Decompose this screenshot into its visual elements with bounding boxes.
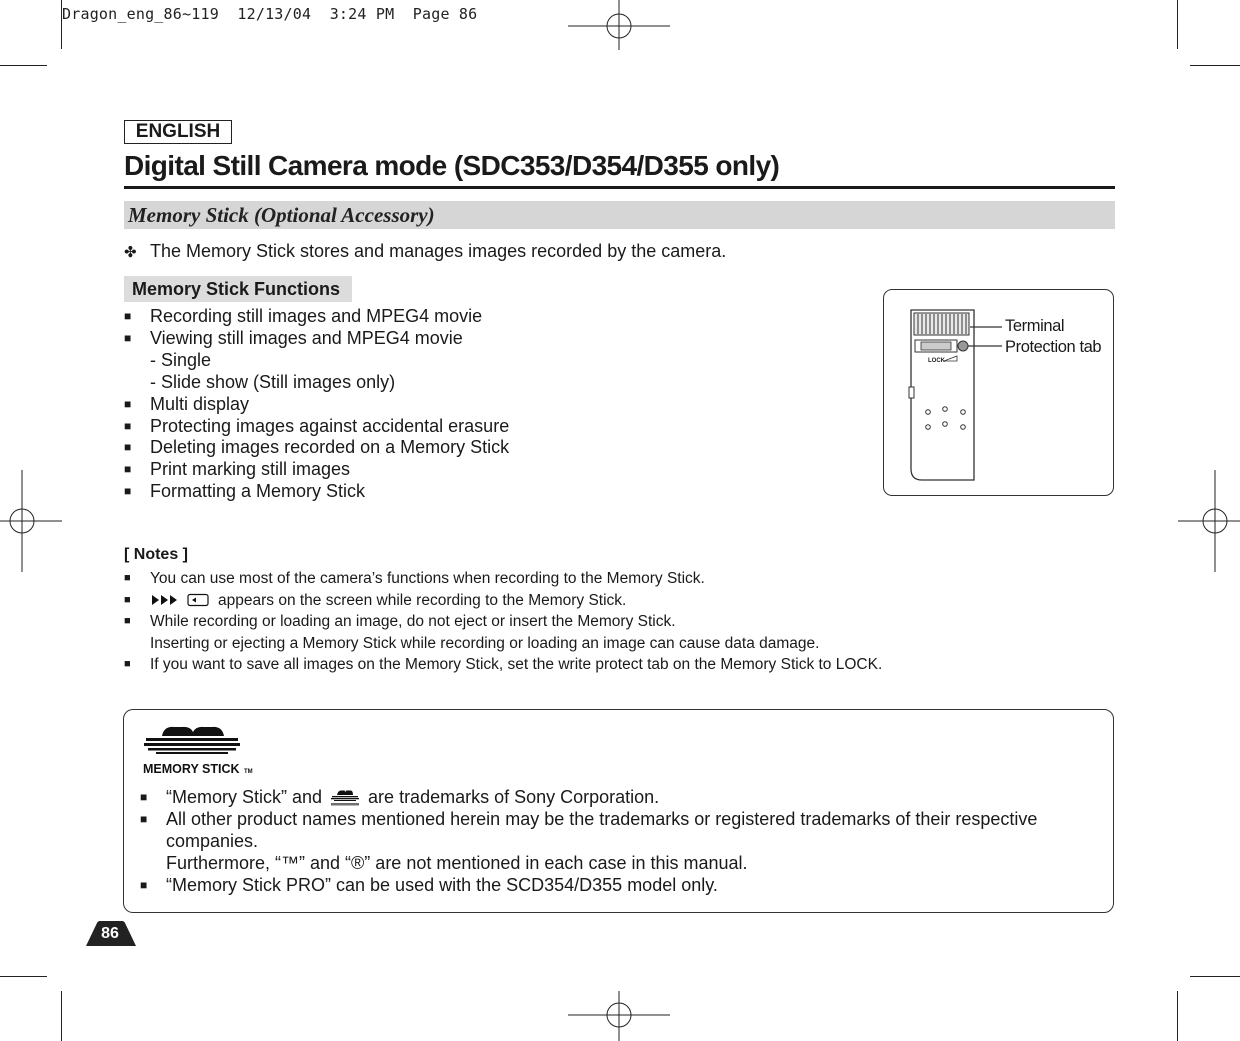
note-continuation: Inserting or ejecting a Memory Stick while recording or loading an image can cause data damage. <box>150 634 820 652</box>
note-item: ■ While recording or loading an image, do not eject or insert the Memory Stick. <box>124 611 882 633</box>
list-item: ■ Protecting images against accidental erasure <box>124 415 510 436</box>
square-bullet-icon: ■ <box>124 615 131 627</box>
section-title: Memory Stick (Optional Accessory) <box>128 203 435 227</box>
memory-stick-logo <box>140 722 270 778</box>
protection-tab-label: Protection tab <box>1005 338 1102 356</box>
square-bullet-icon: ■ <box>124 484 132 499</box>
trademark-continuation: Furthermore, “™” and “®” are not mentioned in each case in this manual. <box>166 852 748 873</box>
note-item: ■ You can use most of the camera’s functions when recording to the Memory Stick. <box>124 568 882 590</box>
intro-text: The Memory Stick stores and manages images recorded by the camera. <box>150 241 727 261</box>
terminal-label: Terminal <box>1005 317 1065 335</box>
memory-stick-diagram <box>883 289 1114 496</box>
list-subitem: - Single <box>150 349 212 370</box>
registration-mark-left <box>0 470 62 572</box>
square-bullet-icon: ■ <box>124 658 131 670</box>
notes-list <box>124 568 882 676</box>
recording-arrows-icon <box>150 593 212 607</box>
memory-stick-icon <box>328 789 362 807</box>
page-number-tab <box>86 921 136 947</box>
list-item: ■ Recording still images and MPEG4 movie <box>124 306 483 326</box>
note-item: ■ appears on the screen while recording to the Memory Stick. <box>124 590 882 612</box>
memory-stick-illustration <box>884 290 1114 496</box>
registration-mark-bottom <box>568 989 670 1041</box>
language-badge: ENGLISH <box>124 120 232 144</box>
cross-marker-icon: ✤ <box>124 244 137 261</box>
section-heading <box>124 201 1115 229</box>
list-item: ■ Formatting a Memory Stick <box>124 481 366 502</box>
page-title: Digital Still Camera mode (SDC353/D354/D355 only) <box>124 150 780 181</box>
list-item: ■ Viewing still images and MPEG4 movie <box>124 327 463 348</box>
registration-mark-top <box>568 0 670 52</box>
list-subitem: - Slide show (Still images only) <box>150 371 396 392</box>
square-bullet-icon: ■ <box>124 440 132 455</box>
registration-mark-right <box>1178 470 1240 572</box>
square-bullet-icon: ■ <box>124 593 131 606</box>
trademark-item: ■ “Memory Stick” and are trademarks of Sony Corporation. <box>140 787 660 807</box>
square-bullet-icon: ■ <box>124 462 132 477</box>
square-bullet-icon: ■ <box>140 790 148 804</box>
functions-heading <box>124 276 352 302</box>
intro-paragraph <box>124 241 726 262</box>
logo-text: MEMORY STICK <box>143 762 240 776</box>
note-item: ■ If you want to save all images on the Memory Stick, set the write protect tab on the Memory Stick to LOCK. <box>124 654 882 676</box>
square-bullet-icon: ■ <box>124 309 132 323</box>
list-item: ■ Print marking still images <box>124 459 351 480</box>
functions-list <box>124 306 509 503</box>
notes-heading: [ Notes ] <box>124 546 188 563</box>
trademark-continuation: companies. <box>166 830 259 851</box>
square-bullet-icon: ■ <box>140 811 148 826</box>
trademark-list <box>140 787 1037 897</box>
list-item: ■ Multi display <box>124 393 250 414</box>
logo-tm: TM <box>244 769 253 775</box>
trademark-item: ■ “Memory Stick PRO” can be used with the SCD354/D355 model only. <box>140 874 718 895</box>
square-bullet-icon: ■ <box>124 418 132 433</box>
functions-heading-text: Memory Stick Functions <box>132 279 341 299</box>
page-number: 86 <box>101 925 119 942</box>
square-bullet-icon: ■ <box>124 396 132 411</box>
list-item: ■ Deleting images recorded on a Memory Stick <box>124 437 510 458</box>
lock-text: LOCK <box>928 358 945 364</box>
square-bullet-icon: ■ <box>140 877 148 892</box>
square-bullet-icon: ■ <box>124 572 131 584</box>
trademark-item: ■ All other product names mentioned herein may be the trademarks or registered trademarks of their respective <box>140 808 1038 829</box>
title-rule <box>124 186 1115 189</box>
square-bullet-icon: ■ <box>124 330 132 345</box>
print-slug: Dragon_eng_86~119 12/13/04 3:24 PM Page 86 <box>62 5 478 23</box>
